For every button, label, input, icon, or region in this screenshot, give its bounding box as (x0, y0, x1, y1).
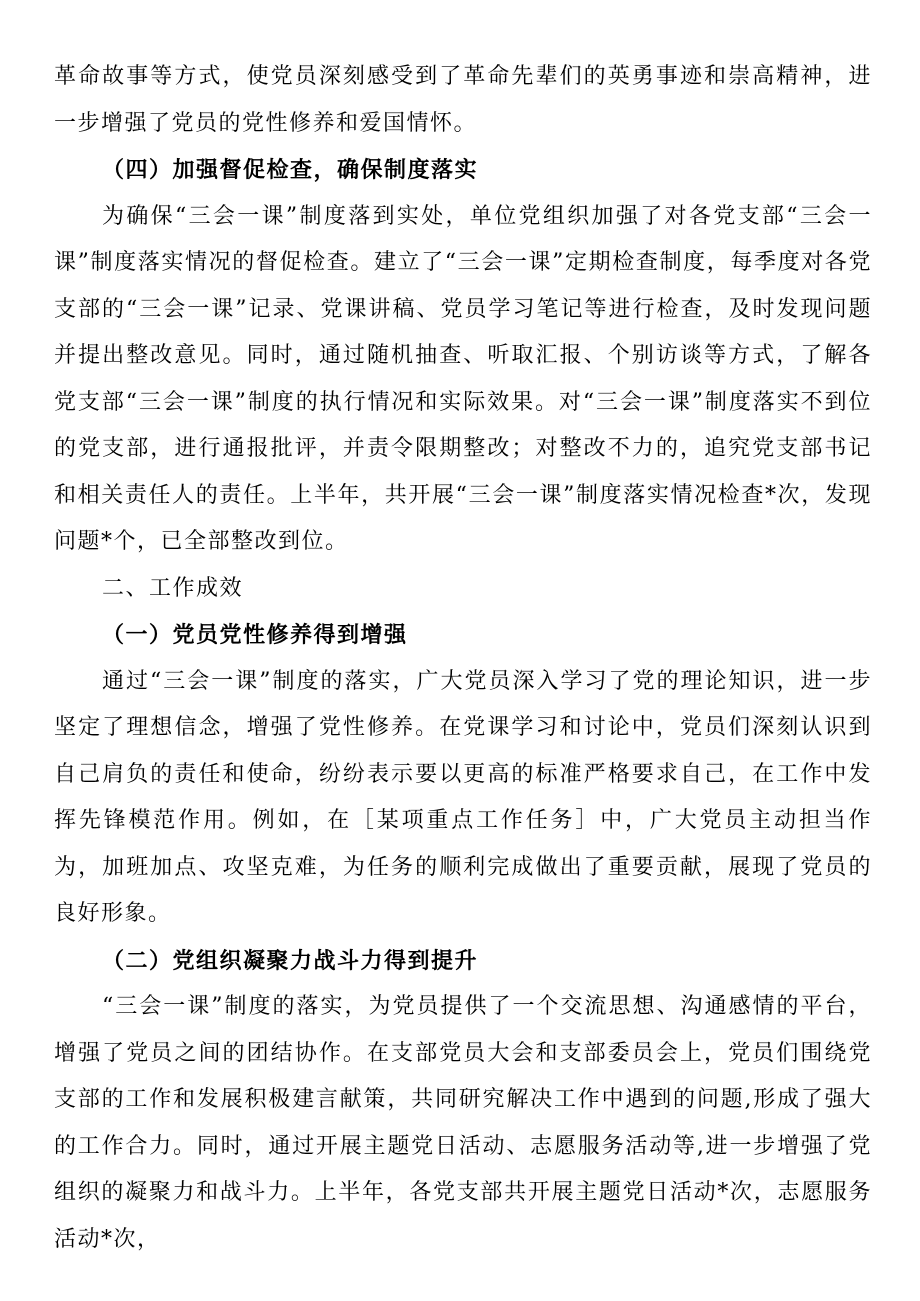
subheading-supervision: （四）加强督促检查，确保制度落实 (102, 157, 479, 183)
paragraph-revolution-stories: 革命故事等方式，使党员深刻感受到了革命先辈们的英勇事迹和崇高精神，进一步增强了党员的党性修养和爱国情怀。 (54, 64, 872, 136)
subheading-party-spirit: （一）党员党性修养得到增强 (102, 622, 408, 648)
paragraph-cohesion: “三会一课”制度的落实，为党员提供了一个交流思想、沟通感情的平台，增强了党员之间的团结协作。在支部党员大会和支部委员会上，党员们围绕党支部的工作和发展积极建言献策，共同研究解决工作中遇到的问题,形成了强大的工作合力。同时，通过开展主题党日活动、志愿服务活动等,进一步增强了党组织的凝聚力和战斗力。上半年，各党支部共开展主题党日活动*次，志愿服务活动*次， (54, 994, 872, 1252)
document-body (54, 54, 872, 1263)
paragraph-party-spirit: 通过“三会一课”制度的落实，广大党员深入学习了党的理论知识，进一步坚定了理想信念，增强了党性修养。在党课学习和讨论中，党员们深刻认识到自己肩负的责任和使命，纷纷表示要以更高的标准严格要求自己，在工作中发挥先锋模范作用。例如，在［某项重点工作任务］中，广大党员主动担当作为，加班加点、攻坚克难，为任务的顺利完成做出了重要贡献，展现了党员的良好形象。 (54, 668, 872, 926)
section-heading-results: 二、工作成效 (102, 575, 244, 601)
paragraph-supervision-inspection: 为确保“三会一课”制度落到实处，单位党组织加强了对各党支部“三会一课”制度落实情况的督促检查。建立了“三会一课”定期检查制度，每季度对各党支部的“三会一课”记录、党课讲稿、党员学习笔记等进行检查，及时发现问题并提出整改意见。同时，通过随机抽查、听取汇报、个别访谈等方式，了解各党支部“三会一课”制度的执行情况和实际效果。对“三会一课”制度落实不到位的党支部，进行通报批评，并责令限期整改；对整改不力的，追究党支部书记和相关责任人的责任。上半年，共开展“三会一课”制度落实情况检查*次，发现问题*个，已全部整改到位。 (54, 203, 872, 554)
subheading-cohesion: （二）党组织凝聚力战斗力得到提升 (102, 947, 479, 974)
